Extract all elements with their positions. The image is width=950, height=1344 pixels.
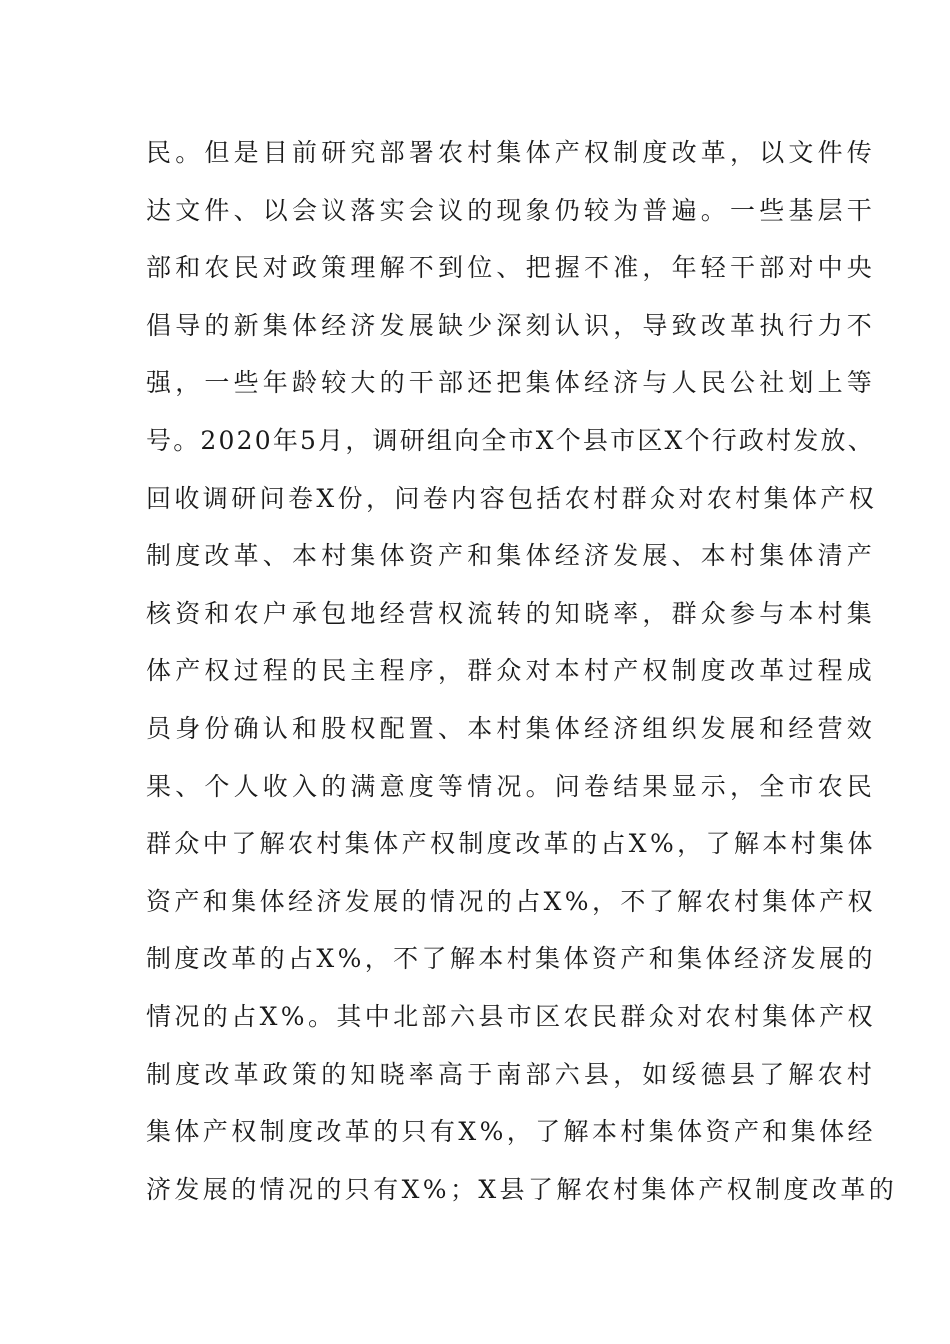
text-line: 资产和集体经济发展的情况的占X%，不了解农村集体产权 — [146, 886, 876, 916]
text-line: 回收调研问卷X份，问卷内容包括农村群众对农村集体产权 — [146, 483, 878, 513]
text-line: 倡导的新集体经济发展缺少深刻认识，导致改革执行力不 — [146, 310, 877, 340]
body-paragraph — [146, 130, 898, 1224]
text-line: 果、个人收入的满意度等情况。问卷结果显示，全市农民 — [146, 771, 877, 801]
text-line: 民。但是目前研究部署农村集体产权制度改革，以文件传 — [146, 138, 877, 167]
text-line: 体产权过程的民主程序，群众对本村产权制度改革过程成 — [146, 656, 877, 686]
text-line: 部和农民对政策理解不到位、把握不准，年轻干部对中央 — [146, 253, 877, 283]
text-line: 济发展的情况的只有X%；X县了解农村集体产权制度改革的 — [146, 1174, 898, 1204]
text-line: 核资和农户承包地经营权流转的知晓率，群众参与本村集 — [146, 598, 877, 628]
text-line: 号。2020年5月，调研组向全市X个县市区X个行政村发放、 — [146, 425, 875, 455]
text-line: 情况的占X%。其中北部六县市区农民群众对农村集体产权 — [146, 1001, 876, 1031]
text-line: 达文件、以会议落实会议的现象仍较为普遍。一些基层干 — [146, 195, 877, 225]
text-line: 群众中了解农村集体产权制度改革的占X%，了解本村集体 — [146, 829, 876, 859]
text-line: 员身份确认和股权配置、本村集体经济组织发展和经营效 — [146, 713, 877, 743]
text-line: 制度改革政策的知晓率高于南部六县，如绥德县了解农村 — [146, 1059, 877, 1089]
text-line: 集体产权制度改革的只有X%，了解本村集体资产和集体经 — [146, 1117, 876, 1147]
text-line: 制度改革的占X%，不了解本村集体资产和集体经济发展的 — [146, 944, 876, 974]
text-line: 强，一些年龄较大的干部还把集体经济与人民公社划上等 — [146, 368, 877, 398]
text-line: 制度改革、本村集体资产和集体经济发展、本村集体清产 — [146, 541, 877, 571]
